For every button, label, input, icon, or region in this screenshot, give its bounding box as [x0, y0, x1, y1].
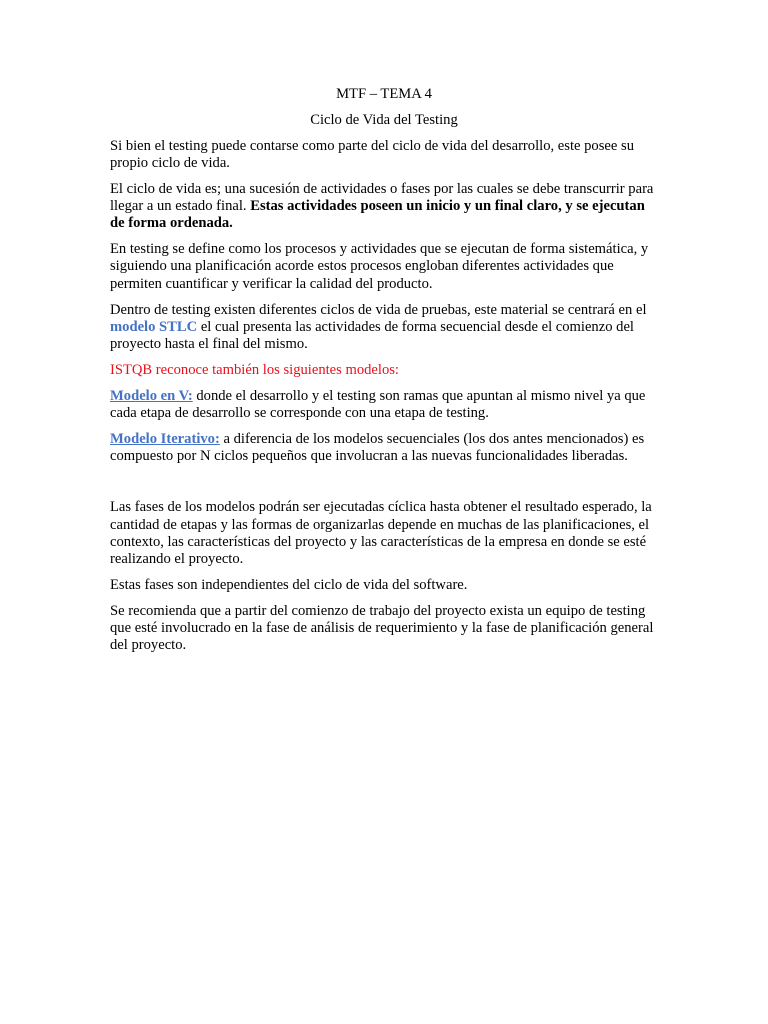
document-page: [110, 86, 658, 663]
paragraph-fases: Las fases de los modelos podrán ser ejecutadas cíclica hasta obtener el resultado esperado, la cantidad de etapas y las formas de organizarlas depende en muchas de las planificaciones, el contexto, las características del proyecto y las características de la empresa en donde se esté realizando el proyecto.: [110, 499, 652, 568]
blank-line: [110, 474, 658, 499]
paragraph-ciclo-bold: Estas actividades poseen un inicio y un final claro, y se ejecutan de forma ordenada.: [110, 198, 645, 232]
paragraph-stlc: [110, 302, 658, 354]
paragraph-modelo-v: [110, 388, 658, 422]
paragraph-ciclo-de-vida: [110, 181, 658, 233]
modelo-v-text: donde el desarrollo y el testing son ramas que apuntan al mismo nivel ya que cada etapa de desarrollo se corresponde con una etapa de testing.: [110, 388, 646, 422]
modelo-iterativo-text: a diferencia de los modelos secuenciales (los dos antes mencionados) es compuesto por N ciclos pequeños que involucran a las nuevas funcionalidades liberadas.: [110, 431, 645, 465]
istqb-heading: ISTQB reconoce también los siguientes modelos:: [110, 362, 399, 379]
paragraph-independientes: Estas fases son independientes del ciclo de vida del software.: [110, 577, 468, 594]
paragraph-modelo-iterativo: [110, 431, 658, 465]
document-title: Ciclo de Vida del Testing: [310, 111, 458, 128]
document-header: MTF – TEMA 4: [336, 86, 432, 102]
paragraph-testing-definition: En testing se define como los procesos y actividades que se ejecutan de forma sistemática, y siguiendo una planificación acorde estos procesos engloban diferentes actividades que permiten cuantificar y verificar la calidad del producto.: [110, 241, 649, 292]
modelo-iterativo-link[interactable]: Modelo Iterativo:: [110, 431, 220, 448]
paragraph-stlc-after: el cual presenta las actividades de forma secuencial desde el comienzo del proyecto hasta el final del mismo.: [110, 318, 634, 353]
modelo-v-link[interactable]: Modelo en V:: [110, 388, 193, 405]
paragraph-stlc-before: Dentro de testing existen diferentes ciclos de vida de pruebas, este material se centrará en el: [110, 301, 647, 318]
paragraph-intro: Si bien el testing puede contarse como parte del ciclo de vida del desarrollo, este posee su propio ciclo de vida.: [110, 137, 634, 171]
paragraph-ciclo-text: El ciclo de vida es; una sucesión de actividades o fases por las cuales se debe transcurrir para llegar a un estado final.: [110, 180, 654, 214]
paragraph-recomendacion: Se recomienda que a partir del comienzo de trabajo del proyecto exista un equipo de testing que esté involucrado en la fase de análisis de requerimiento y la fase de planificación general del proyecto.: [110, 603, 654, 654]
modelo-stlc-link[interactable]: modelo STLC: [110, 318, 198, 335]
